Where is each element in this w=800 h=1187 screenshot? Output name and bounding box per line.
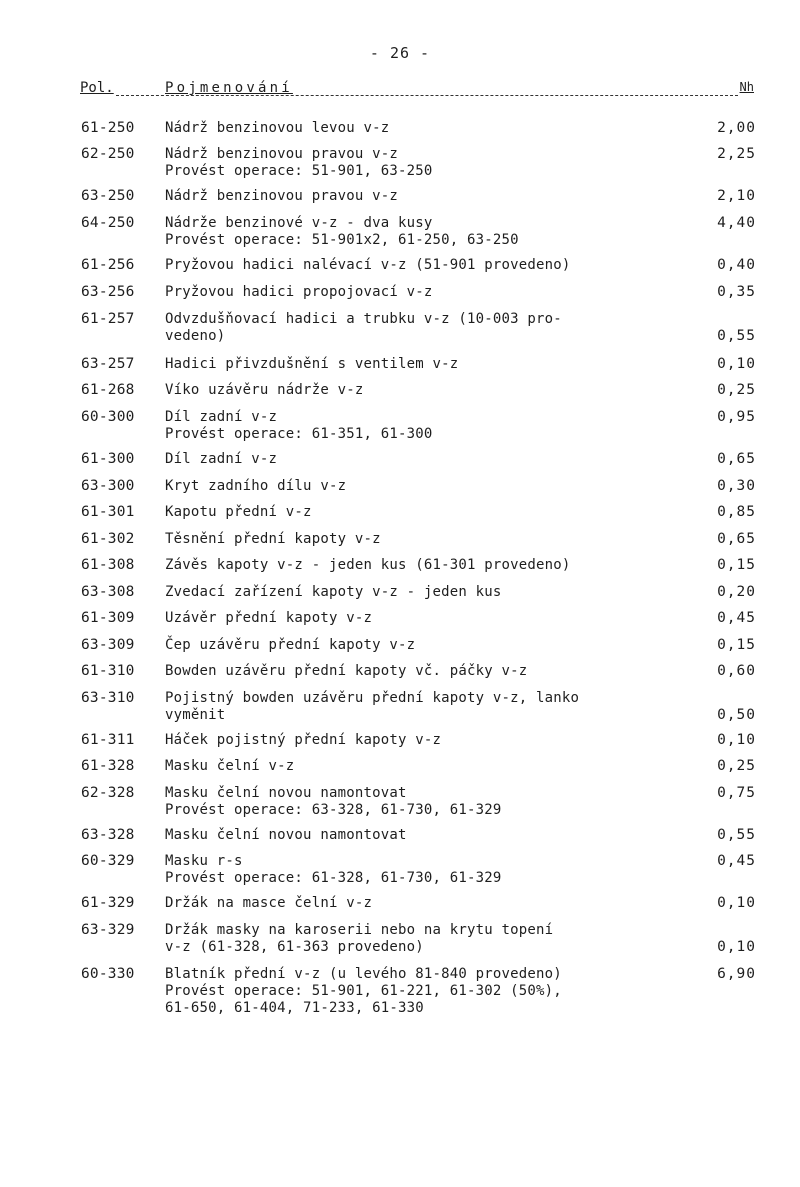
description-line: Kryt zadního dílu v-z <box>165 478 347 494</box>
row-description <box>165 610 705 627</box>
row-pol: 63-257 <box>81 356 135 372</box>
description-line: Provést operace: 61-328, 61-730, 61-329 <box>165 870 502 886</box>
description-line: Masku čelní novou namontovat <box>165 827 407 843</box>
row-nh: 0,65 <box>717 531 756 547</box>
description-line: Nádrže benzinové v-z - dva kusy <box>165 215 433 231</box>
row-nh: 0,60 <box>717 663 756 679</box>
row-description <box>165 215 705 249</box>
row-pol: 63-300 <box>81 478 135 494</box>
description-line: Pryžovou hadici propojovací v-z <box>165 284 433 300</box>
row-nh: 0,15 <box>717 557 756 573</box>
row-pol: 61-308 <box>81 557 135 573</box>
row-description <box>165 120 705 137</box>
description-line: Držák na masce čelní v-z <box>165 895 373 911</box>
description-line: Držák masky na karoserii nebo na krytu topení <box>165 922 554 938</box>
row-pol: 61-256 <box>81 257 135 273</box>
row-description <box>165 451 705 468</box>
row-nh: 2,00 <box>717 120 756 136</box>
description-line: Masku čelní v-z <box>165 758 295 774</box>
row-pol: 61-302 <box>81 531 135 547</box>
row-pol: 64-250 <box>81 215 135 231</box>
description-line: Zvedací zařízení kapoty v-z - jeden kus <box>165 584 502 600</box>
row-description <box>165 557 705 574</box>
description-line: Háček pojistný přední kapoty v-z <box>165 732 442 748</box>
row-nh: 0,55 <box>717 827 756 843</box>
row-description <box>165 409 705 443</box>
description-line: vedeno) <box>165 328 226 344</box>
row-nh: 0,30 <box>717 478 756 494</box>
description-line: vyměnit <box>165 707 226 723</box>
row-nh: 0,45 <box>717 610 756 626</box>
description-line: Blatník přední v-z (u levého 81-840 provedeno) <box>165 966 562 982</box>
row-nh: 6,90 <box>717 966 756 982</box>
row-pol: 60-330 <box>81 966 135 982</box>
row-pol: 63-250 <box>81 188 135 204</box>
row-nh: 0,50 <box>717 707 756 723</box>
row-pol: 61-309 <box>81 610 135 626</box>
row-nh: 0,15 <box>717 637 756 653</box>
description-line: Provést operace: 61-351, 61-300 <box>165 426 433 442</box>
row-description <box>165 584 705 601</box>
row-nh: 0,55 <box>717 328 756 344</box>
description-line: Nádrž benzinovou pravou v-z <box>165 146 398 162</box>
row-description <box>165 311 705 345</box>
row-pol: 61-268 <box>81 382 135 398</box>
description-line: Provést operace: 51-901, 61-221, 61-302 (50%), <box>165 983 562 999</box>
row-nh: 2,10 <box>717 188 756 204</box>
row-nh: 0,95 <box>717 409 756 425</box>
row-description <box>165 922 705 956</box>
row-nh: 0,40 <box>717 257 756 273</box>
row-description <box>165 785 705 819</box>
row-description <box>165 758 705 775</box>
row-pol: 60-329 <box>81 853 135 869</box>
description-line: Těsnění přední kapoty v-z <box>165 531 381 547</box>
page-number: - 26 - <box>369 44 431 62</box>
header-nh: Nh <box>739 80 754 94</box>
description-line: Provést operace: 51-901x2, 61-250, 63-250 <box>165 232 519 248</box>
row-description <box>165 146 705 180</box>
description-line: Bowden uzávěru přední kapoty vč. páčky v-z <box>165 663 528 679</box>
description-line: 61-650, 61-404, 71-233, 61-330 <box>165 1000 424 1016</box>
description-line: Pojistný bowden uzávěru přední kapoty v-z, lanko <box>165 690 580 706</box>
description-line: Nádrž benzinovou pravou v-z <box>165 188 398 204</box>
row-description <box>165 188 705 205</box>
row-nh: 0,65 <box>717 451 756 467</box>
row-pol: 63-256 <box>81 284 135 300</box>
description-line: Provést operace: 63-328, 61-730, 61-329 <box>165 802 502 818</box>
row-description <box>165 637 705 654</box>
row-nh: 0,10 <box>717 356 756 372</box>
row-nh: 0,45 <box>717 853 756 869</box>
description-line: Kapotu přední v-z <box>165 504 312 520</box>
row-description <box>165 382 705 399</box>
row-nh: 0,10 <box>717 895 756 911</box>
row-nh: 0,35 <box>717 284 756 300</box>
row-nh: 0,25 <box>717 382 756 398</box>
row-pol: 61-310 <box>81 663 135 679</box>
row-pol: 63-310 <box>81 690 135 706</box>
row-pol: 61-250 <box>81 120 135 136</box>
row-description <box>165 853 705 887</box>
row-pol: 62-328 <box>81 785 135 801</box>
row-nh: 0,75 <box>717 785 756 801</box>
row-nh: 0,85 <box>717 504 756 520</box>
description-line: Odvzdušňovací hadici a trubku v-z (10-003 pro- <box>165 311 562 327</box>
description-line: Víko uzávěru nádrže v-z <box>165 382 364 398</box>
row-description <box>165 356 705 373</box>
row-description <box>165 257 705 274</box>
row-pol: 63-309 <box>81 637 135 653</box>
row-description <box>165 504 705 521</box>
row-description <box>165 827 705 844</box>
row-nh: 4,40 <box>717 215 756 231</box>
row-pol: 63-329 <box>81 922 135 938</box>
row-pol: 61-257 <box>81 311 135 327</box>
description-line: Nádrž benzinovou levou v-z <box>165 120 390 136</box>
row-pol: 63-328 <box>81 827 135 843</box>
description-line: Hadici přivzdušnění s ventilem v-z <box>165 356 459 372</box>
row-nh: 2,25 <box>717 146 756 162</box>
row-nh: 0,10 <box>717 732 756 748</box>
header-underline <box>116 95 738 96</box>
row-description <box>165 732 705 749</box>
description-line: Závěs kapoty v-z - jeden kus (61-301 provedeno) <box>165 557 571 573</box>
row-pol: 63-308 <box>81 584 135 600</box>
row-description <box>165 690 705 724</box>
description-line: Provést operace: 51-901, 63-250 <box>165 163 433 179</box>
description-line: Pryžovou hadici nalévací v-z (51-901 provedeno) <box>165 257 571 273</box>
description-line: Masku čelní novou namontovat <box>165 785 407 801</box>
row-description <box>165 966 705 1017</box>
row-pol: 60-300 <box>81 409 135 425</box>
row-pol: 61-300 <box>81 451 135 467</box>
row-nh: 0,10 <box>717 939 756 955</box>
row-pol: 62-250 <box>81 146 135 162</box>
description-line: Masku r-s <box>165 853 243 869</box>
row-description <box>165 531 705 548</box>
row-pol: 61-329 <box>81 895 135 911</box>
description-line: Díl zadní v-z <box>165 409 278 425</box>
description-line: Uzávěr přední kapoty v-z <box>165 610 373 626</box>
row-description <box>165 895 705 912</box>
row-pol: 61-311 <box>81 732 135 748</box>
row-pol: 61-328 <box>81 758 135 774</box>
description-line: Díl zadní v-z <box>165 451 278 467</box>
row-nh: 0,20 <box>717 584 756 600</box>
table-header <box>80 80 756 98</box>
row-description <box>165 478 705 495</box>
description-line: v-z (61-328, 61-363 provedeno) <box>165 939 424 955</box>
row-nh: 0,25 <box>717 758 756 774</box>
row-description <box>165 284 705 301</box>
header-name: Pojmenování <box>165 80 293 96</box>
description-line: Čep uzávěru přední kapoty v-z <box>165 637 416 653</box>
row-pol: 61-301 <box>81 504 135 520</box>
row-description <box>165 663 705 680</box>
header-pol: Pol. <box>80 80 114 96</box>
